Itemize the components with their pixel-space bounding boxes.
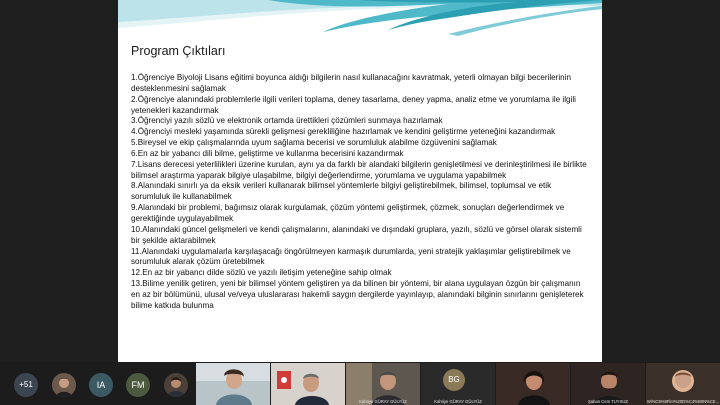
- person-avatar-icon: [52, 373, 76, 397]
- slide-title: Program Çıktıları: [131, 44, 226, 58]
- outcome-item: 8.Alanındaki sınırlı ya da eksik verileri kullanarak bilimsel yöntemlerle bilgiyi geliştirebilmek, bilimsel, toplumsal ve etik sorumluluk ile kullanabilmek: [131, 181, 552, 202]
- participant-name: Kahriye GÜRAY GÜLYÜZ: [359, 399, 407, 404]
- participant-avatar[interactable]: [164, 373, 188, 397]
- outcome-item: 12.En az bir yabancı dilde sözlü ve yazılı iletişim yeteneğine sahip olmak: [131, 268, 392, 278]
- outcome-item: 4.Öğrenciyi mesleki yaşamında sürekli gelişmesi gerekliliğine hazırlamak ve kendini geliştirme yeteneğini kazandırmak: [131, 127, 556, 137]
- more-participants-button[interactable]: +51: [14, 373, 38, 397]
- outcome-item: 11.Alanındaki uygulamalarla karşılaşacağı öngörülmeyen karmaşık durumlarda, yeni stratejik yaklaşımlar geliştirebilmek ve sorumluluk alarak çözüm üretebilmek: [131, 246, 571, 267]
- participant-video-tile[interactable]: [646, 363, 720, 405]
- participant-video-image: [496, 363, 570, 405]
- participant-video-tile[interactable]: [571, 363, 645, 405]
- participant-video-tile[interactable]: [421, 363, 495, 405]
- participant-chip-ia[interactable]: IA: [89, 373, 113, 397]
- outcome-item: 10.Alanındaki güncel gelişmeleri ve kendi çalışmalarını, alanındaki ve dışındaki gruplara, yazılı, sözlü ve görsel olarak sistemli bir şekilde aktarabilmek: [131, 224, 582, 245]
- participant-chip-fm[interactable]: FM: [126, 373, 150, 397]
- participant-initials-avatar: BG: [443, 369, 465, 391]
- outcome-item: 3.Öğrenciyi yazılı sözlü ve elektronik ortamda ürettikleri çözümleri sunmaya hazırlamak: [131, 116, 443, 126]
- outcome-item: 2.Öğrenciye alanındaki problemlerle ilgili verileri toplama, deney tasarlama, deney yapma, analiz etme ve yorumlama ile ilgili yetenekleri kazandırmak: [131, 94, 576, 115]
- person-avatar-icon: [164, 373, 188, 397]
- outcome-item: 5.Bireysel ve ekip çalışmalarında uyum sağlama becerisi ve sorumluluk alabilme özgüvenini sağlamak: [131, 138, 497, 148]
- participant-name: Wi%C5%9Fim%20D%C4%B0N%CE...: [646, 399, 720, 404]
- participant-video-tile[interactable]: [196, 363, 270, 405]
- presentation-slide: [118, 0, 602, 362]
- outcome-item: 13.Bilime yenilik getiren, yeni bir bilimsel yöntem geliştiren ya da bilinen bir yöntemi, bir alana uygulayan özgün bir çalışmanın en az bir bölümünü, ulusal ve/veya uluslararası hakemli saygın dergilerde yayınlayıp, alanındaki bilginin sınırlarını genişleterek bilime katkıda bulunma: [131, 279, 584, 310]
- program-outcomes-list: [131, 73, 591, 312]
- participant-name: Kahriye GÜRAY GÜLYÜZ: [434, 399, 482, 404]
- participant-video-tile[interactable]: [271, 363, 345, 405]
- outcome-item: 9.Alanındaki bir problemi, bağımsız olarak kurgulamak, çözüm yöntemi geliştirmek, çözmek, sonuçları değerlendirmek ve gerektiğinde uygulayabilmek: [131, 203, 565, 223]
- participant-name: Şaban Cem TUYSUZ: [588, 399, 628, 404]
- participant-avatar[interactable]: [52, 373, 76, 397]
- outcome-item: 7.Lisans derecesi yeterlilikleri üzerine kurulan, aynı ya da farklı bir alandaki bilgilerin genişletilmesi ve derinleştirilmesi ile birlikte bilimsel araştırma yaparak bilgiye ulaşabilme, bilgiyi değerlendirme, yorumlama ve uygulama yapabilmek: [131, 159, 587, 180]
- outcome-item: 1.Öğrenciye Biyoloji Lisans eğitimi boyunca aldığı bilgilerin nasıl kullanacağını kavratmak, yeterli olmayan bilgi becerilerinin desteklenmesini sağlamak: [131, 73, 571, 93]
- participant-video-image: [196, 363, 270, 405]
- slide-banner-decoration: [118, 0, 602, 40]
- outcome-item: 6.En az bir yabancı dili bilme, geliştirme ve kullanma becerisini kazandırmak: [131, 148, 404, 158]
- participant-video-image: [271, 363, 345, 405]
- participant-video-tile[interactable]: [496, 363, 570, 405]
- participant-video-tile[interactable]: [346, 363, 420, 405]
